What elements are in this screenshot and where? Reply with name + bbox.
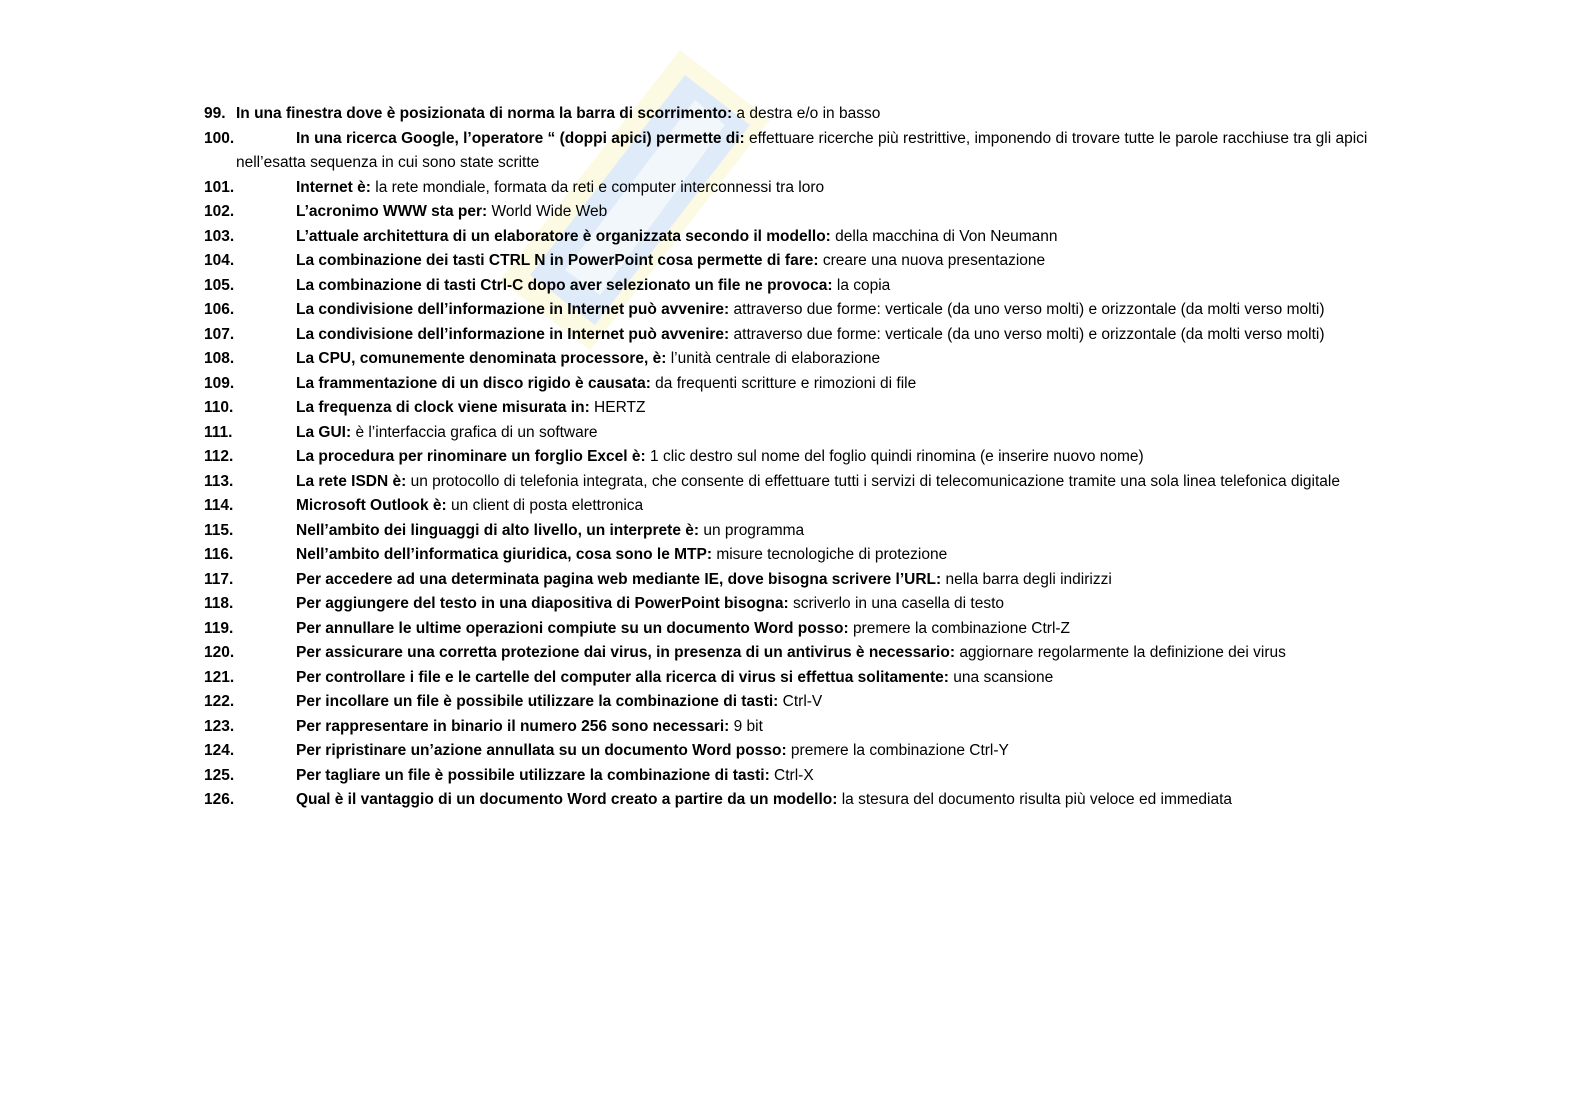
item-number: 103. [204, 227, 235, 245]
item-number: 110. [204, 399, 234, 416]
qa-item [0, 421, 1580, 446]
item-number: 112. [204, 448, 234, 465]
item-number: 126. [204, 791, 235, 808]
item-number: 115. [204, 521, 234, 539]
answer-text: HERTZ [594, 399, 646, 416]
item-number: 124. [204, 742, 235, 759]
qa-item [0, 323, 1580, 348]
question-text: La rete ISDN è: [296, 472, 407, 490]
item-number: 106. [204, 301, 235, 318]
item-number: 109. [204, 374, 235, 392]
qa-item [0, 666, 1580, 691]
question-text: La condivisione dell’informazione in Internet può avvenire: [296, 301, 730, 318]
answer-text: misure tecnologiche di protezione [716, 546, 948, 563]
question-text: L’acronimo WWW sta per: [296, 203, 488, 220]
answer-text: attraverso due forme: verticale (da uno verso molti) e orizzontale (da molti verso molti) [733, 301, 1325, 318]
answer-text: la rete mondiale, formata da reti e computer interconnessi tra loro [375, 178, 825, 196]
answer-text: è l’interfaccia grafica di un software [355, 423, 598, 441]
answer-text: l’unità centrale di elaborazione [670, 350, 881, 367]
answer-text: World Wide Web [491, 203, 608, 220]
item-number: 120. [204, 644, 235, 661]
answer-text: premere la combinazione Ctrl-Z [852, 619, 1071, 637]
qa-item [0, 298, 1580, 323]
item-number: 119. [204, 619, 234, 637]
document-body [0, 102, 1580, 813]
question-text: Per accedere ad una determinata pagina web mediante IE, dove bisogna scrivere l’URL: [296, 570, 942, 588]
item-number: 116. [204, 546, 234, 563]
qa-item [0, 396, 1580, 421]
answer-text: della macchina di Von Neumann [835, 227, 1058, 245]
question-text: Per controllare i file e le cartelle del computer alla ricerca di virus si effettua solitamente: [296, 668, 949, 686]
qa-item [0, 470, 1580, 495]
question-text: Nell’ambito dei linguaggi di alto livello, un interprete è: [296, 521, 700, 539]
question-text: La condivisione dell’informazione in Internet può avvenire: [296, 325, 730, 343]
qa-item [0, 519, 1580, 544]
answer-text: la stesura del documento risulta più veloce ed immediata [841, 791, 1233, 808]
question-text: Per tagliare un file è possibile utilizzare la combinazione di tasti: [296, 766, 770, 784]
answer-text: effettuare ricerche più restrittive, imponendo di trovare tutte le parole racchiuse tra gli apici nell’esatta sequenza in cui sono state scritte [236, 129, 1368, 171]
qa-item [0, 617, 1580, 642]
qa-item [0, 788, 1580, 813]
answer-text: da frequenti scritture e rimozioni di file [655, 374, 917, 392]
item-number: 122. [204, 693, 235, 710]
answer-text: un client di posta elettronica [451, 497, 644, 514]
qa-item [0, 347, 1580, 372]
item-number: 100. [204, 129, 235, 147]
answer-text: aggiornare regolarmente la definizione dei virus [959, 644, 1286, 661]
qa-item [0, 200, 1580, 225]
item-number: 125. [204, 766, 235, 784]
qa-item [0, 641, 1580, 666]
qa-item [0, 715, 1580, 740]
qa-item [0, 494, 1580, 519]
question-text: Internet è: [296, 178, 371, 196]
question-text: Per aggiungere del testo in una diapositiva di PowerPoint bisogna: [296, 595, 789, 612]
question-text: La CPU, comunemente denominata processore, è: [296, 350, 667, 367]
answer-text: Ctrl-X [774, 766, 814, 784]
answer-text: premere la combinazione Ctrl-Y [790, 742, 1009, 759]
qa-item [0, 127, 1580, 176]
question-text: La combinazione dei tasti CTRL N in PowerPoint cosa permette di fare: [296, 252, 819, 269]
item-number: 105. [204, 276, 235, 294]
answer-text: 9 bit [733, 717, 763, 735]
answer-text: una scansione [953, 668, 1054, 686]
question-text: La procedura per rinominare un forglio Excel è: [296, 448, 646, 465]
question-text: Qual è il vantaggio di un documento Word creato a partire da un modello: [296, 791, 838, 808]
answer-text: attraverso due forme: verticale (da uno verso molti) e orizzontale (da molti verso molti) [733, 325, 1325, 343]
qa-item [0, 445, 1580, 470]
item-number: 121. [204, 668, 235, 686]
question-text: La GUI: [296, 423, 352, 441]
question-text: La combinazione di tasti Ctrl-C dopo aver selezionato un file ne provoca: [296, 276, 833, 294]
qa-item [0, 592, 1580, 617]
item-number: 108. [204, 350, 235, 367]
item-number: 102. [204, 203, 235, 220]
qa-item [0, 274, 1580, 299]
question-text: In una ricerca Google, l’operatore “ (doppi apici) permette di: [296, 129, 745, 147]
answer-text: nella barra degli indirizzi [945, 570, 1112, 588]
answer-text: creare una nuova presentazione [822, 252, 1046, 269]
item-number: 117. [204, 570, 234, 588]
answer-text: la copia [836, 276, 891, 294]
question-text: Per ripristinare un’azione annullata su un documento Word posso: [296, 742, 787, 759]
qa-item [0, 739, 1580, 764]
question-text: Per incollare un file è possibile utilizzare la combinazione di tasti: [296, 693, 779, 710]
answer-text: a destra e/o in basso [736, 105, 881, 122]
question-text: Per rappresentare in binario il numero 256 sono necessari: [296, 717, 730, 735]
item-number: 111. [204, 423, 233, 441]
question-text: L’attuale architettura di un elaboratore è organizzata secondo il modello: [296, 227, 831, 245]
qa-item [0, 372, 1580, 397]
item-number: 104. [204, 252, 235, 269]
qa-item [0, 764, 1580, 789]
question-text: Per annullare le ultime operazioni compiute su un documento Word posso: [296, 619, 849, 637]
item-number: 99. [204, 105, 226, 122]
question-text: In una finestra dove è posizionata di norma la barra di scorrimento: [236, 105, 733, 122]
qa-item [0, 543, 1580, 568]
item-number: 114. [204, 497, 234, 514]
item-number: 101. [204, 178, 235, 196]
qa-item [0, 249, 1580, 274]
question-text: Microsoft Outlook è: [296, 497, 447, 514]
qa-item [0, 568, 1580, 593]
answer-text: un protocollo di telefonia integrata, che consente di effettuare tutti i servizi di telecomunicazione tramite una sola linea telefonica digitale [410, 472, 1340, 490]
question-text: Per assicurare una corretta protezione dai virus, in presenza di un antivirus è necessario: [296, 644, 955, 661]
qa-item [0, 690, 1580, 715]
answer-text: Ctrl-V [782, 693, 823, 710]
item-number: 123. [204, 717, 235, 735]
item-number: 107. [204, 325, 235, 343]
qa-item [0, 176, 1580, 201]
answer-text: un programma [703, 521, 805, 539]
question-text: La frequenza di clock viene misurata in: [296, 399, 590, 416]
answer-text: scriverlo in una casella di testo [792, 595, 1005, 612]
item-number: 118. [204, 595, 234, 612]
question-text: La frammentazione di un disco rigido è causata: [296, 374, 651, 392]
answer-text: 1 clic destro sul nome del foglio quindi rinomina (e inserire nuovo nome) [650, 448, 1144, 465]
qa-item [0, 102, 1580, 127]
qa-item [0, 225, 1580, 250]
item-number: 113. [204, 472, 234, 490]
question-text: Nell’ambito dell’informatica giuridica, cosa sono le MTP: [296, 546, 712, 563]
